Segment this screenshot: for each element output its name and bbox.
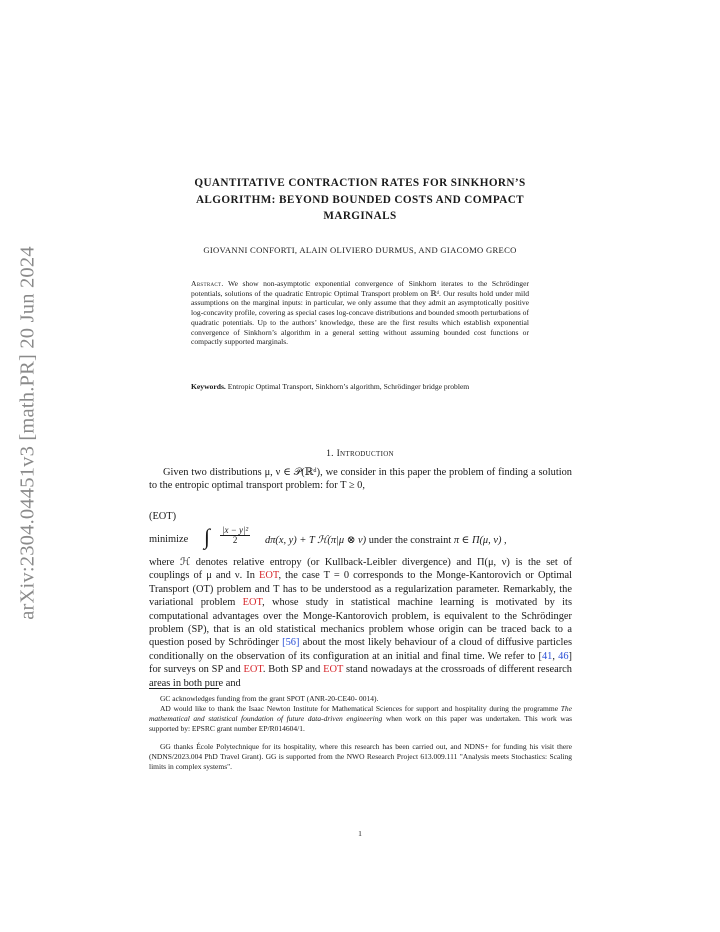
fraction-denominator: 2: [232, 535, 238, 545]
keywords: [191, 382, 529, 392]
citation-link-41[interactable]: 41: [541, 650, 553, 662]
equation-tag: (EOT): [149, 511, 177, 522]
footnote-gc-funding: GC acknowledges funding from the grant SPOT (ANR-20-CE40- 0014).: [160, 694, 379, 703]
eot-equation-link[interactable]: EOT: [323, 664, 344, 676]
citation-bracket: ]: [568, 650, 572, 662]
keywords-text: Entropic Optimal Transport, Sinkhorn’s algorithm, Schrödinger bridge problem: [227, 382, 470, 391]
fraction-numerator: |x − y|²: [222, 525, 249, 535]
paragraph-text: for surveys on SP and: [149, 664, 244, 676]
abstract-text: We show non-asymptotic exponential convergence of Sinkhorn iterates to the Schrödinger potentials, solutions of the quadratic Entropic Optimal Transport problem on ℝᵈ. Our results hold under mild assumptions on the marginal inputs: in particular, we only assume that they admit an asymptotically positive log-concavity profile, covering as special cases log-concave distributions and bounded smooth perturbations of quadratic potentials. Up to the authors’ knowledge, these are the first results which establish exponential convergence of Sinkhorn’s algorithm in a general setting without assuming bounded cost functions or compactly supported marginals.: [191, 279, 529, 347]
abstract: [191, 279, 529, 347]
paragraph-text: , the case T = 0 corresponds to the Monge-Kantorovich or Optimal Transport (OT) problem and T has to be understood as a regularization parameter. Remarkably, the variational problem: [149, 570, 572, 609]
equation-minimize: minimize: [149, 534, 189, 545]
footnote-ad-acknowledgement: [149, 704, 572, 733]
abstract-label: Abstract.: [191, 279, 224, 288]
keywords-label: Keywords.: [191, 382, 226, 391]
equation-fraction: [220, 525, 250, 545]
title-line: ALGORITHM: BEYOND BOUNDED COSTS AND COMPACT: [195, 193, 525, 206]
eot-equation-link[interactable]: EOT: [259, 570, 279, 582]
footnote-text: when work on this paper was undertaken. This work was supported by: EPSRC grant number EP/R014604/1.: [149, 713, 572, 733]
arxiv-identifier-stamp: [8, 213, 48, 653]
eot-equation-link[interactable]: EOT: [242, 597, 263, 609]
paragraph-text: where ℋ denotes relative entropy (or Kullback-Leibler divergence) and Π(μ, ν) is the set of couplings of μ and ν. In: [149, 557, 572, 582]
eot-equation: [149, 524, 572, 556]
page-number: 1: [358, 829, 362, 838]
equation-constraint-label: under the constraint: [368, 535, 452, 546]
section-heading: [150, 448, 570, 459]
title-line: QUANTITATIVE CONTRACTION RATES FOR SINKHORN’S: [194, 177, 526, 189]
paragraph-text: stand nowadays at the crossroads of different research areas in both pure and: [149, 664, 572, 689]
equation-body: [265, 534, 507, 546]
footnote-text: AD would like to thank the Isaac Newton Institute for Mathematical Sciences for support and hospitality during the programme: [160, 704, 561, 713]
footnote-divider: [149, 688, 219, 689]
title-line: MARGINALS: [323, 210, 397, 222]
citation-link-56[interactable]: [56]: [282, 637, 300, 649]
paper-title: [150, 175, 570, 225]
programme-name: The mathematical and statistical foundation of future data-driven engineering: [149, 704, 572, 723]
integral-symbol: ∫: [204, 524, 211, 549]
section-number: 1.: [326, 448, 334, 459]
intro-paragraph-1: Given two distributions μ, ν ∈ 𝒫(ℝᵈ), we consider in this paper the problem of finding a solution to the entropic optimal transport problem: for T ≥ 0,: [149, 467, 572, 492]
equation-constraint: π ∈ Π(μ, ν) ,: [453, 535, 507, 546]
author-list: GIOVANNI CONFORTI, ALAIN OLIVIERO DURMUS, AND GIACOMO GRECO: [203, 245, 517, 255]
eot-equation-link[interactable]: EOT: [243, 664, 263, 676]
paragraph-text: about the most likely behaviour of a cloud of diffusive particles conditionally on the observation of its configuration at an initial and final time. We refer to: [149, 637, 572, 662]
intro-paragraph-2: [149, 556, 572, 690]
citation-bracket: [: [538, 650, 542, 662]
citation-separator: ,: [552, 650, 559, 662]
arxiv-identifier-text: arXiv:2304.04451v3 [math.PR] 20 Jun 2024: [16, 246, 39, 620]
section-title: Introduction: [336, 448, 394, 459]
citation-link-46[interactable]: 46: [558, 650, 569, 662]
paragraph-text: , whose study in statistical machine learning is motivated by its computational advantages over the Monge-Kantorovich problem, is equivalent to the Schrödinger problem (SP), that is an old statistical mechanics problem whose origin can be traced back to a question posed by Schrödinger: [149, 597, 572, 649]
footnote-gg-acknowledgement: GG thanks École Polytechnique for its hospitality, where this research has been carried out, and NDNS+ for funding his visit there (NDNS/2023.004 PhD Travel Grant). GG is supported from the NWO Research Project 613.009.111 "Analysis meets Stochastics: Scaling limits in complex systems".: [149, 742, 572, 771]
equation-objective: dπ(x, y) + T ℋ(π|μ ⊗ ν): [265, 535, 367, 546]
paragraph-text: . Both SP and: [262, 664, 324, 676]
